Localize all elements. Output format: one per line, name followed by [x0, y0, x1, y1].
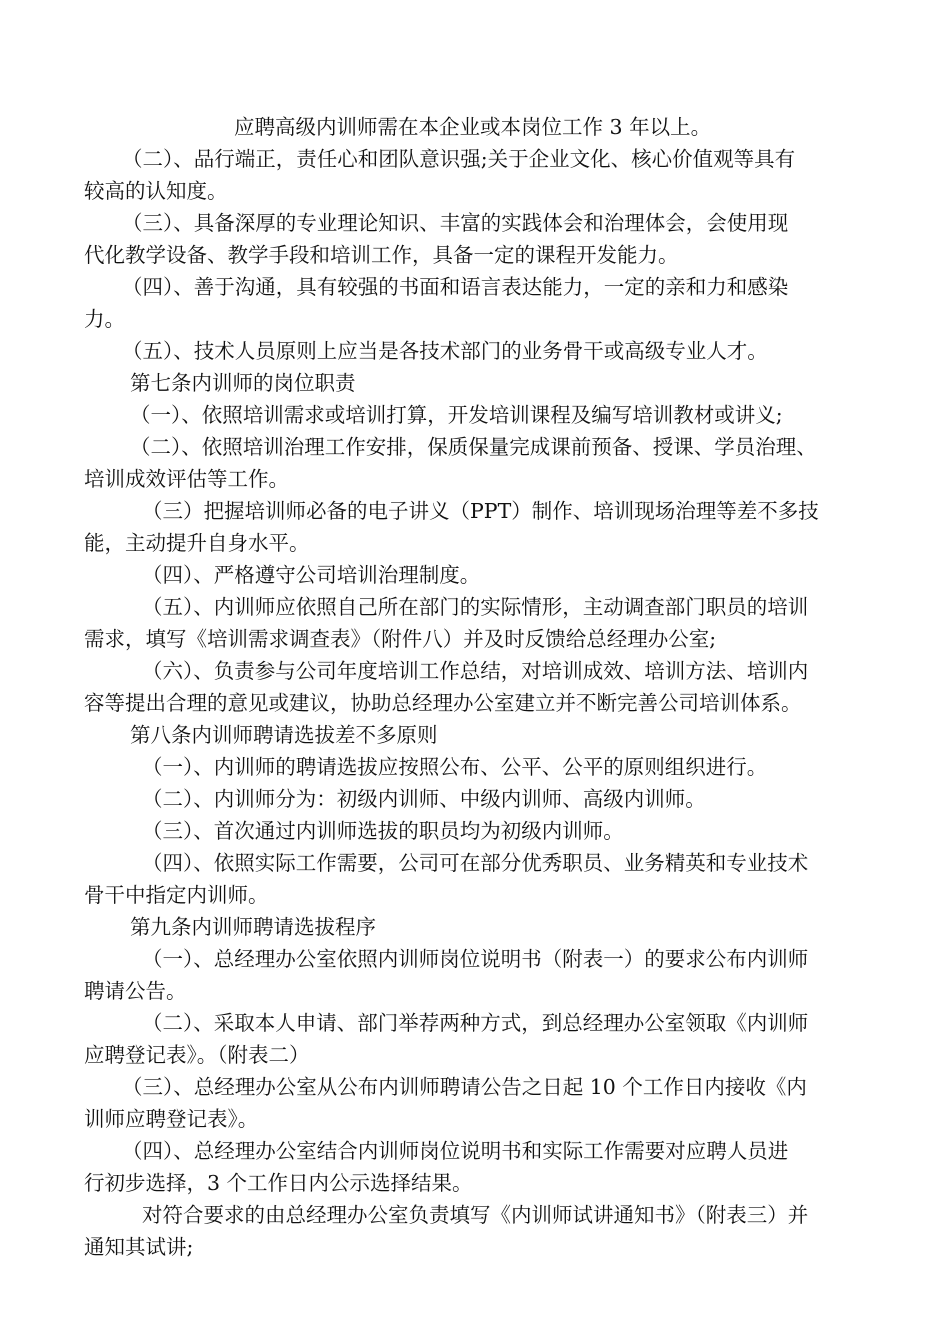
text-line: （一）、内训师的聘请选拔应按照公布、公平、公平的原则组织进行。 [142, 755, 768, 779]
section-heading: 第九条内训师聘请选拔程序 [130, 915, 376, 939]
text-line: 应聘高级内训师需在本企业或本岗位工作 3 年以上。 [234, 115, 712, 139]
text-line: 容等提出合理的意见或建议，协助总经理办公室建立并不断完善公司培训体系。 [84, 691, 802, 715]
text-line: 骨干中指定内训师。 [84, 883, 269, 907]
text-line: （六）、负责参与公司年度培训工作总结，对培训成效、培训方法、培训内 [142, 659, 809, 683]
text-line: 培训成效评估等工作。 [84, 467, 289, 491]
section-heading: 第七条内训师的岗位职责 [130, 371, 356, 395]
text-line: （二）、采取本人申请、部门举荐两种方式，到总经理办公室领取《内训师 [142, 1011, 809, 1035]
text-line: （一）、总经理办公室依照内训师岗位说明书（附表一）的要求公布内训师 [142, 947, 809, 971]
text-line: 对符合要求的由总经理办公室负责填写《内训师试讲通知书》（附表三）并 [142, 1203, 809, 1227]
text-line: （二）、内训师分为：初级内训师、中级内训师、高级内训师。 [142, 787, 706, 811]
text-line: 行初步选择，3 个工作日内公示选择结果。 [84, 1171, 473, 1195]
text-line: （三）把握培训师必备的电子讲义（PPT）制作、培训现场治理等差不多技 [142, 499, 819, 523]
text-line: （四）、严格遵守公司培训治理制度。 [142, 563, 481, 587]
section-heading: 第八条内训师聘请选拔差不多原则 [130, 723, 438, 747]
text-line: （一）、依照培训需求或培训打算，开发培训课程及编写培训教材或讲义; [130, 403, 783, 427]
text-line: 通知其试讲; [84, 1235, 194, 1259]
text-line: 需求，填写《培训需求调查表》（附件八）并及时反馈给总经理办公室; [84, 627, 717, 651]
text-line: （五）、内训师应依照自己所在部门的实际情形，主动调查部门职员的培训 [142, 595, 809, 619]
text-line: （四）、善于沟通，具有较强的书面和语言表达能力，一定的亲和力和感染 [122, 275, 789, 299]
text-line: 训师应聘登记表》。 [84, 1107, 259, 1131]
text-line: （三）、总经理办公室从公布内训师聘请公告之日起 10 个工作日内接收《内 [122, 1075, 807, 1099]
text-line: （四）、依照实际工作需要，公司可在部分优秀职员、业务精英和专业技术 [142, 851, 809, 875]
text-line: 较高的认知度。 [84, 179, 228, 203]
text-line: 代化教学设备、教学手段和培训工作，具备一定的课程开发能力。 [84, 243, 679, 267]
text-line: 应聘登记表》。（附表二） [84, 1043, 310, 1067]
text-line: （五）、技术人员原则上应当是各技术部门的业务骨干或高级专业人才。 [122, 339, 768, 363]
text-line: （二）、品行端正，责任心和团队意识强;关于企业文化、核心价值观等具有 [122, 147, 796, 171]
text-line: （三）、首次通过内训师选拔的职员均为初级内训师。 [142, 819, 624, 843]
text-line: 聘请公告。 [84, 979, 187, 1003]
text-line: 力。 [84, 307, 125, 331]
text-line: （三）、具备深厚的专业理论知识、丰富的实践体会和治理体会，会使用现 [122, 211, 789, 235]
text-line: （四）、总经理办公室结合内训师岗位说明书和实际工作需要对应聘人员进 [122, 1139, 789, 1163]
text-line: 能，主动提升自身水平。 [84, 531, 310, 555]
text-line: （二）、依照培训治理工作安排，保质保量完成课前预备、授课、学员治理、 [130, 435, 817, 459]
